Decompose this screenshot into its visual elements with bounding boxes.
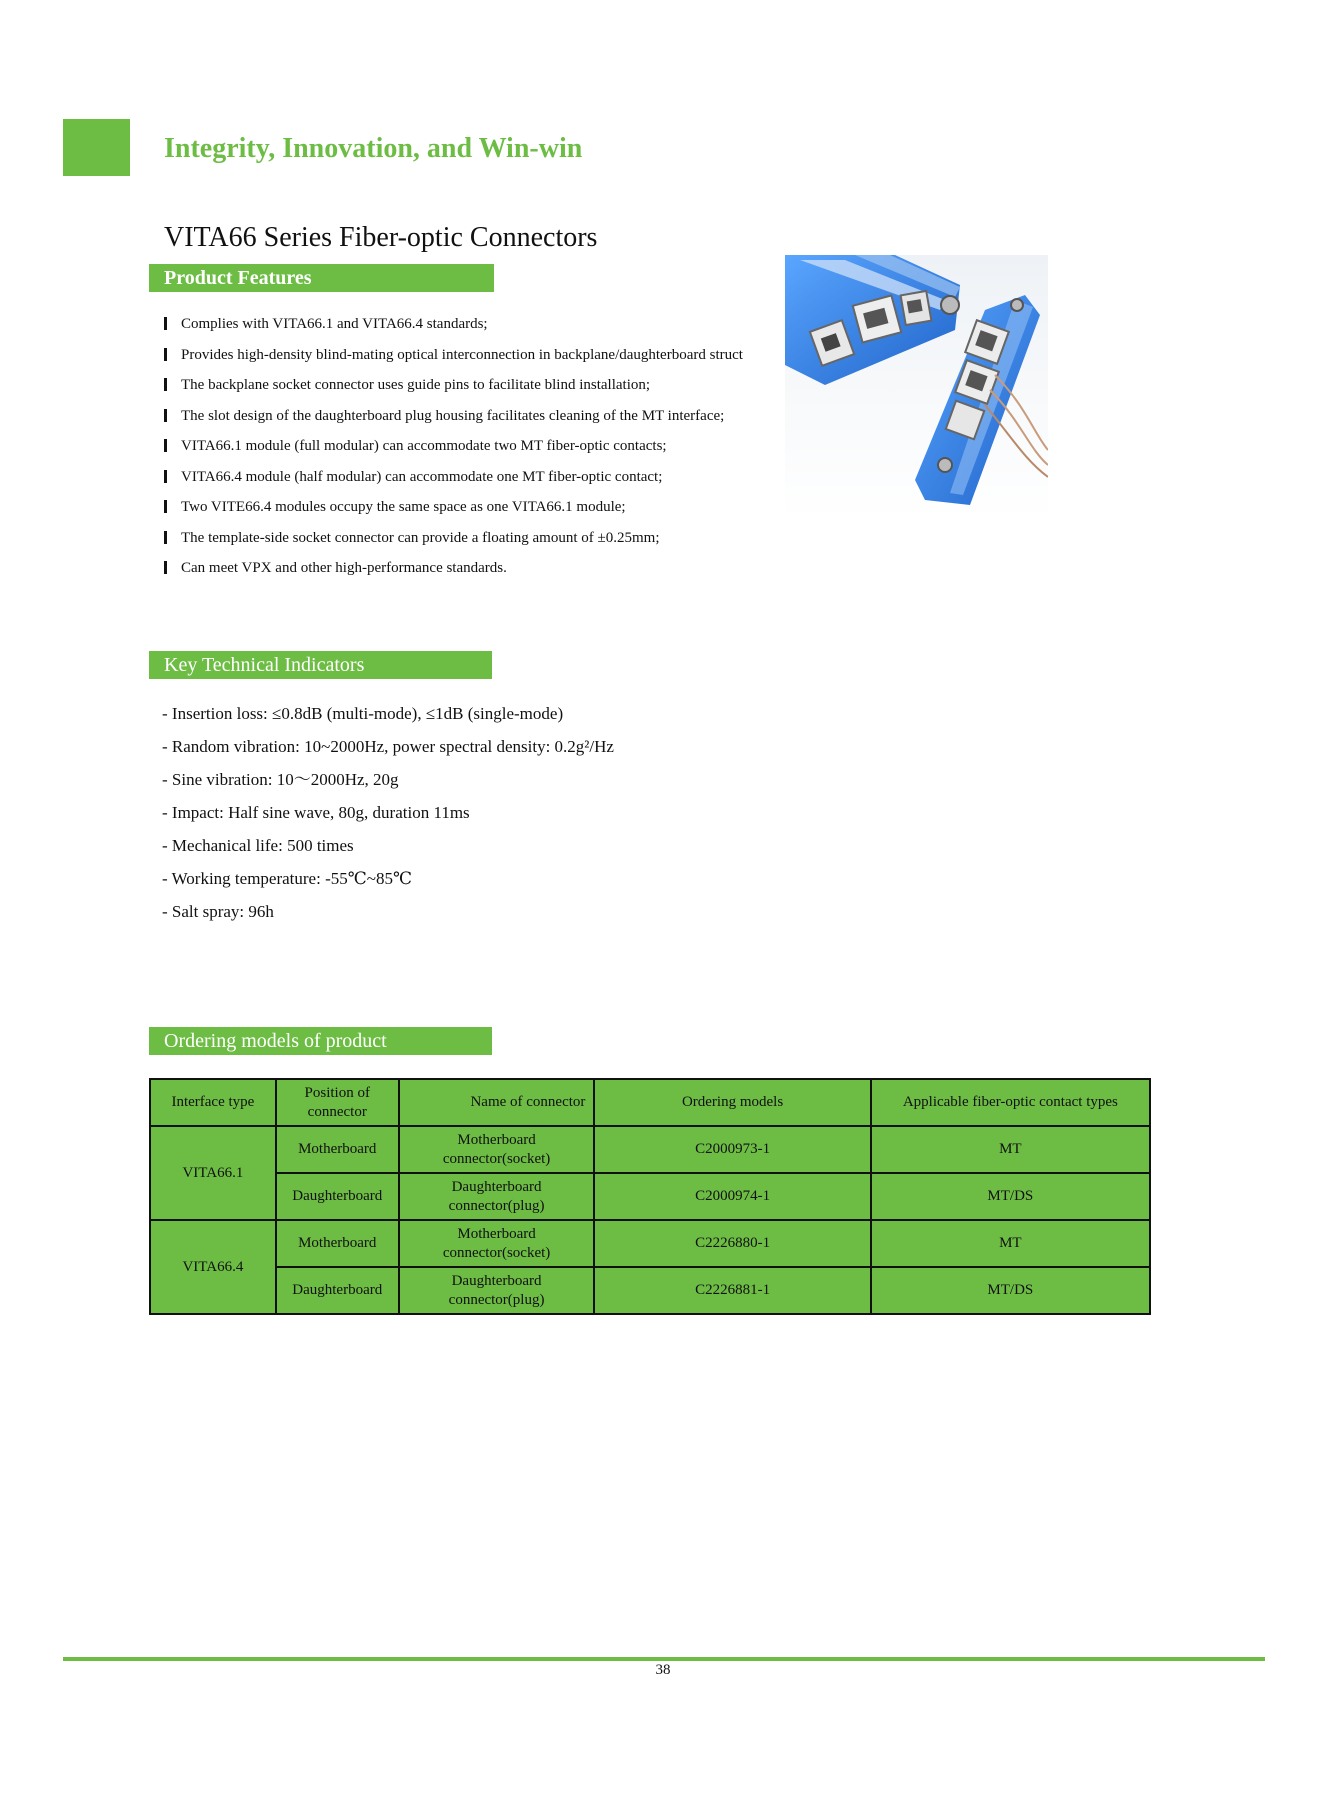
bullet-icon (164, 378, 167, 391)
bullet-icon (164, 409, 167, 422)
bullet-icon (164, 561, 167, 574)
connector-name-line1: Daughterboard (451, 1178, 542, 1195)
ordering-table (149, 1078, 1151, 1315)
connector-name-line1: Motherboard (457, 1225, 536, 1242)
feature-item (164, 313, 784, 344)
features-list (164, 313, 784, 588)
page-title: VITA66 Series Fiber-optic Connectors (164, 222, 598, 253)
connector-name-cell (399, 1220, 595, 1267)
bullet-icon (164, 348, 167, 361)
connector-name-cell (399, 1173, 595, 1220)
feature-text: The slot design of the daughterboard plug housing facilitates cleaning of the MT interface; (181, 407, 725, 424)
connector-name-line2: connector(plug) (448, 1197, 545, 1214)
connector-name-line1: Motherboard (457, 1131, 536, 1148)
connector-name-line1: Daughterboard (451, 1272, 542, 1289)
connector-name-line2: connector(socket) (442, 1244, 551, 1261)
table-row (150, 1126, 1150, 1173)
indicator-item: - Working temperature: -55℃~85℃ (162, 869, 412, 888)
header-position-line2: connector (307, 1103, 367, 1120)
feature-item (164, 466, 784, 497)
ordering-model-cell: C2000974-1 (594, 1173, 870, 1220)
connector-illustration (785, 255, 1048, 520)
position-cell: Motherboard (276, 1126, 399, 1173)
bullet-icon (164, 439, 167, 452)
position-cell: Motherboard (276, 1220, 399, 1267)
page-number: 38 (655, 1662, 671, 1678)
indicator-item: - Impact: Half sine wave, 80g, duration 11ms (162, 803, 470, 822)
connector-name-line2: connector(plug) (448, 1291, 545, 1308)
feature-item (164, 374, 784, 405)
contact-type-cell: MT (871, 1126, 1150, 1173)
bullet-icon (164, 531, 167, 544)
ordering-heading: Ordering models of product (149, 1027, 492, 1055)
header-interface-type: Interface type (150, 1079, 276, 1126)
contact-type-cell: MT (871, 1220, 1150, 1267)
header-slogan: Integrity, Innovation, and Win-win (164, 133, 583, 164)
bullet-icon (164, 317, 167, 330)
header-accent-block (63, 119, 130, 176)
table-row (150, 1267, 1150, 1314)
position-cell: Daughterboard (276, 1267, 399, 1314)
features-heading: Product Features (149, 264, 494, 292)
indicators-heading: Key Technical Indicators (149, 651, 492, 679)
connector-name-line2: connector(socket) (442, 1150, 551, 1167)
feature-text: Can meet VPX and other high-performance standards. (181, 560, 507, 576)
feature-item (164, 344, 784, 375)
feature-text: The backplane socket connector uses guide pins to facilitate blind installation; (181, 377, 651, 393)
header-connector-name: Name of connector (399, 1079, 595, 1126)
contact-type-cell: MT/DS (871, 1267, 1150, 1314)
interface-cell: VITA66.4 (150, 1220, 276, 1314)
table-row (150, 1220, 1150, 1267)
feature-item (164, 405, 784, 436)
indicators-list (162, 702, 614, 933)
indicator-item: - Insertion loss: ≤0.8dB (multi-mode), ≤1dB (single-mode) (162, 704, 564, 723)
interface-cell: VITA66.1 (150, 1126, 276, 1220)
feature-text: VITA66.1 module (full modular) can accommodate two MT fiber-optic contacts; (181, 438, 667, 454)
indicator-item: - Random vibration: 10~2000Hz, power spectral density: 0.2g²/Hz (162, 737, 614, 756)
ordering-model-cell: C2226881-1 (594, 1267, 870, 1314)
connector-name-cell (399, 1267, 595, 1314)
feature-item (164, 496, 784, 527)
bullet-icon (164, 470, 167, 483)
feature-item (164, 557, 784, 588)
header-contact-type: Applicable fiber-optic contact types (871, 1079, 1150, 1126)
feature-text: Complies with VITA66.1 and VITA66.4 standards; (181, 316, 488, 332)
ordering-model-cell: C2226880-1 (594, 1220, 870, 1267)
position-cell: Daughterboard (276, 1173, 399, 1220)
bullet-icon (164, 500, 167, 513)
table-row (150, 1173, 1150, 1220)
header-ordering-model: Ordering models (594, 1079, 870, 1126)
feature-text: The template-side socket connector can provide a floating amount of ±0.25mm; (181, 529, 660, 546)
indicator-item: - Sine vibration: 10～2000Hz, 20g (162, 770, 399, 789)
indicator-item: - Salt spray: 96h (162, 902, 274, 921)
feature-text: Provides high-density blind-mating optical interconnection in backplane/daughterboard struct (181, 346, 743, 363)
product-photo (785, 255, 1048, 520)
header-position (276, 1079, 399, 1126)
connector-name-cell (399, 1126, 595, 1173)
table-header-row (150, 1079, 1150, 1126)
feature-item (164, 527, 784, 558)
ordering-model-cell: C2000973-1 (594, 1126, 870, 1173)
header-position-line1: Position of (304, 1084, 370, 1101)
footer-divider (63, 1657, 1265, 1661)
indicator-item: - Mechanical life: 500 times (162, 836, 354, 855)
feature-text: Two VITE66.4 modules occupy the same space as one VITA66.1 module; (181, 499, 626, 515)
feature-item (164, 435, 784, 466)
feature-text: VITA66.4 module (half modular) can accommodate one MT fiber-optic contact; (181, 468, 663, 485)
contact-type-cell: MT/DS (871, 1173, 1150, 1220)
